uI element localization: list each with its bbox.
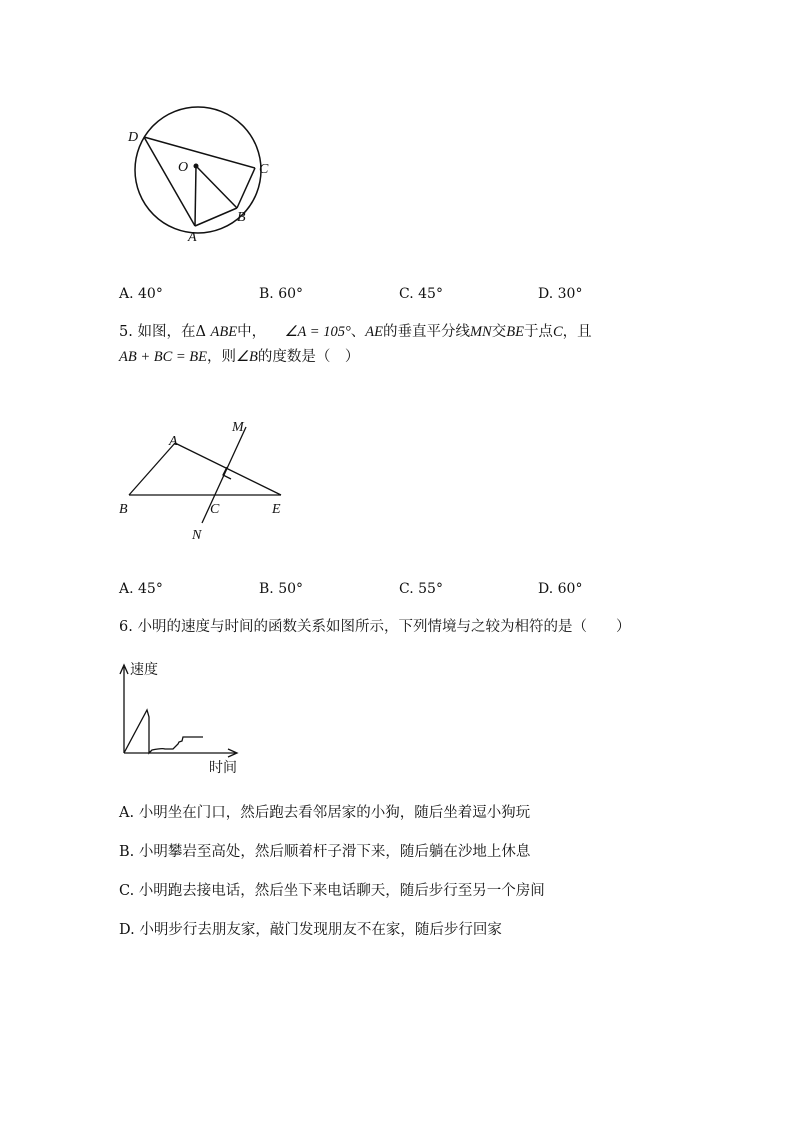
math-c: C: [552, 324, 563, 340]
segment-ob: [196, 166, 237, 208]
label-b: B: [119, 502, 128, 517]
math-be: BE: [506, 324, 524, 340]
circle-figure: [0, 0, 794, 260]
option-letter: B.: [259, 581, 274, 597]
math-angle-b: ∠B: [236, 349, 258, 365]
label-b: B: [237, 210, 246, 225]
q5-option-d[interactable]: [538, 579, 582, 599]
y-axis-label: 速度: [130, 662, 158, 678]
text: 的垂直平分线: [382, 324, 470, 340]
speed-curve: [124, 710, 203, 753]
option-letter: C.: [399, 286, 414, 302]
option-value: 60°: [278, 286, 304, 302]
option-letter: B.: [259, 286, 274, 302]
q6-option-d[interactable]: D. 小明步行去朋友家，敲门发现朋友不在家，随后步行回家: [119, 922, 502, 938]
center-point: [194, 164, 199, 169]
option-value: 60°: [557, 581, 583, 597]
text: 交: [491, 324, 507, 340]
math-angle-a: ∠A = 105°: [284, 324, 351, 340]
question-number: 5.: [119, 324, 133, 340]
text: 中，: [237, 324, 267, 340]
q6-option-b[interactable]: B. 小明攀岩至高处，然后顺着杆子滑下来，随后躺在沙地上休息: [119, 844, 531, 860]
option-value: 45°: [418, 286, 443, 302]
q6-option-a[interactable]: A. 小明坐在门口，然后跑去看邻居家的小狗，随后坐着逗小狗玩: [119, 805, 531, 821]
option-value: 50°: [278, 581, 304, 597]
label-o: O: [178, 160, 189, 175]
option-letter: A.: [119, 286, 134, 302]
option-letter: D.: [538, 581, 554, 597]
q4-option-d[interactable]: [538, 284, 582, 304]
label-d: D: [128, 130, 139, 145]
label-a: A: [188, 230, 197, 245]
option-letter: A.: [119, 581, 134, 597]
q5-option-a[interactable]: [119, 579, 163, 599]
q5-stem-line2: [119, 347, 359, 367]
math-ae: AE: [365, 324, 383, 340]
option-value: 40°: [138, 286, 163, 302]
segment-ae: [175, 443, 281, 495]
text: 如图，在: [137, 324, 196, 340]
q4-option-c[interactable]: [399, 284, 443, 304]
math-abe: ABE: [210, 324, 238, 340]
option-value: 55°: [418, 581, 443, 597]
math-mn: MN: [469, 324, 492, 340]
text: ，则: [207, 349, 237, 365]
speed-time-graph: [0, 655, 794, 780]
label-m: M: [232, 420, 244, 435]
option-letter: D.: [538, 286, 554, 302]
math-equation: AB + BC = BE: [119, 349, 208, 365]
label-e: E: [272, 502, 281, 517]
segment-ba: [129, 443, 175, 495]
text: 、: [350, 324, 366, 340]
text: 于点: [523, 324, 553, 340]
label-c: C: [259, 162, 269, 177]
option-letter: C.: [399, 581, 414, 597]
label-c: C: [210, 502, 220, 517]
q5-option-c[interactable]: [399, 579, 443, 599]
q4-option-b[interactable]: [259, 284, 303, 304]
triangle-figure: [0, 400, 794, 550]
triangle-symbol: Δ: [195, 324, 206, 340]
label-n: N: [192, 528, 202, 543]
text: ，且: [562, 324, 592, 340]
q5-stem-line1: [119, 322, 592, 342]
label-a: A: [169, 434, 178, 449]
option-value: 30°: [557, 286, 583, 302]
text: 的度数是（ ）: [257, 349, 360, 365]
q6-option-c[interactable]: C. 小明跑去接电话，然后坐下来电话聊天，随后步行至另一个房间: [119, 883, 545, 899]
q6-stem: 6. 小明的速度与时间的函数关系如图所示，下列情境与之较为相符的是（ ）: [119, 619, 631, 635]
q5-option-b[interactable]: [259, 579, 303, 599]
segment-oa: [195, 166, 196, 226]
x-axis-label: 时间: [209, 760, 237, 776]
segment-dc: [144, 137, 255, 168]
option-value: 45°: [138, 581, 163, 597]
q4-option-a[interactable]: [119, 284, 163, 304]
